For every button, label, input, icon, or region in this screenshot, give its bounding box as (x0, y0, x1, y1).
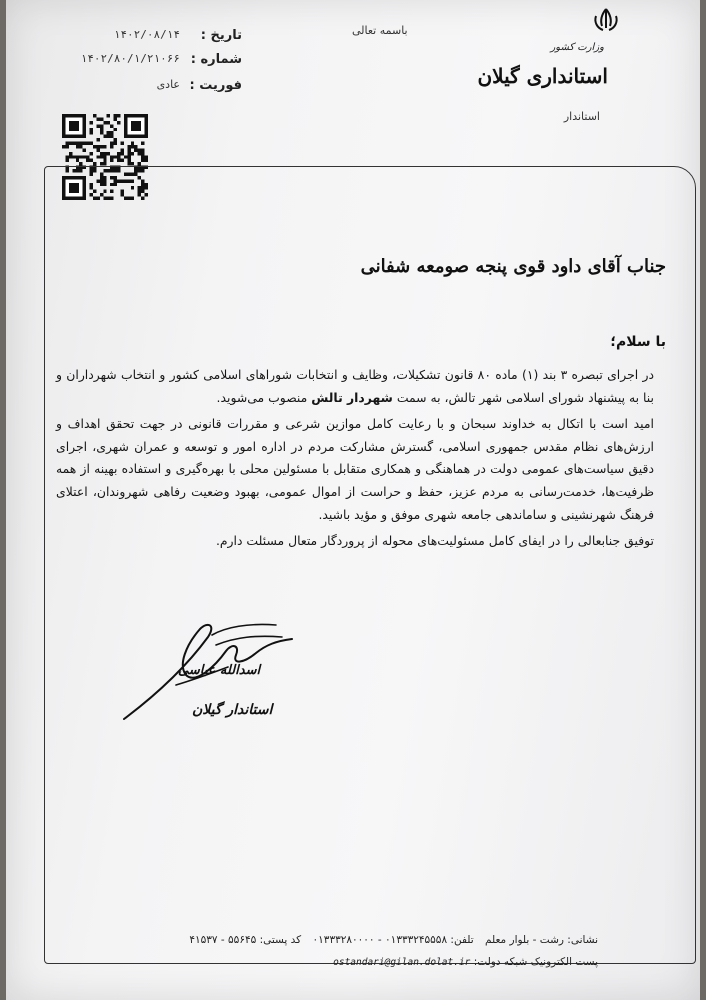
footer-phone: تلفن: ۰۱۳۳۳۲۴۵۵۵۸ - ۰۱۳۳۳۲۸۰۰۰۰ (312, 934, 474, 946)
sender-role: استاندار (563, 110, 600, 123)
footer-email-label: پست الکترونیک شبکه دولت: (473, 956, 598, 968)
letter-body (56, 364, 654, 557)
priority-label: فوریت : (189, 78, 242, 93)
paragraph-1-c: منصوب می‌شوید. (216, 389, 308, 405)
emblem-icon (588, 6, 624, 34)
paragraph-1 (56, 364, 654, 409)
number-value: ۱۴۰۲/۸۰/۱/۲۱۰۶۶ (80, 52, 180, 65)
signer-title: استاندار گیلان (192, 702, 273, 718)
paragraph-3: توفیق جنابعالی را در ایفای کامل مسئولیت‌های محوله از پروردگار متعال مسئلت دارم. (215, 533, 654, 549)
basmala: باسمه تعالی (352, 24, 408, 37)
priority-value: عادی (156, 78, 180, 91)
greeting: با سلام؛ (610, 334, 666, 350)
footer-email-row (238, 956, 598, 968)
signer-name: اسدالله عباسی (178, 663, 261, 678)
footer-postal: کد پستی: ۵۵۶۴۵ - ۴۱۵۳۷ (189, 934, 302, 946)
province-name: استانداری گیلان (477, 64, 608, 88)
ministry-name: وزارت کشور (550, 42, 604, 53)
date-label: تاریخ : (200, 28, 242, 43)
footer-address: نشانی: رشت - بلوار معلم (485, 934, 598, 946)
footer-email: ostandari@gilan.dolat.ir (333, 957, 471, 968)
number-label: شماره : (190, 52, 242, 67)
footer-contact (136, 934, 598, 946)
letter-frame (44, 166, 696, 964)
recipient: جناب آقای داود قوی پنجه صومعه شفانی (360, 256, 666, 277)
letter-page (6, 0, 700, 1000)
paragraph-1-highlight: شهردار تالش (311, 389, 393, 405)
paragraph-2: امید است با اتکال به خداوند سبحان و با رعایت کامل موازین شرعی و مقررات قانونی در جهت تحقق اهداف و ارزش‌های نظام مقدس جمهوری اسلامی، گسترش مشارکت مردم در اداره امور و توسعه و عمران شهری، اجرای دقیق سیاست‌های عمومی دولت در هماهنگی و همکاری متقابل با مسئولین محلی با بهره‌گیری و استفاده بهینه از همه ظرفیت‌ها، خدمت‌رسانی به مردم عزیز، حفظ و حراست از اموال عمومی، بهبود وضعیت رفاهی شهروندان، اعتلای فرهنگ شهرنشینی و ساماندهی جامعه شهری موفق و مؤید باشید. (56, 416, 654, 522)
date-value: ۱۴۰۲/۰۸/۱۴ (113, 28, 180, 41)
paragraph-1-a: در اجرای تبصره ۳ بند (۱) ماده ۸۰ قانون تشکیلات، وظایف و انتخابات شوراهای اسلامی کشور و انتخاب شهرداران و بنا به پیشنهاد شورای اسلامی شهر تالش، به سمت (56, 367, 654, 405)
